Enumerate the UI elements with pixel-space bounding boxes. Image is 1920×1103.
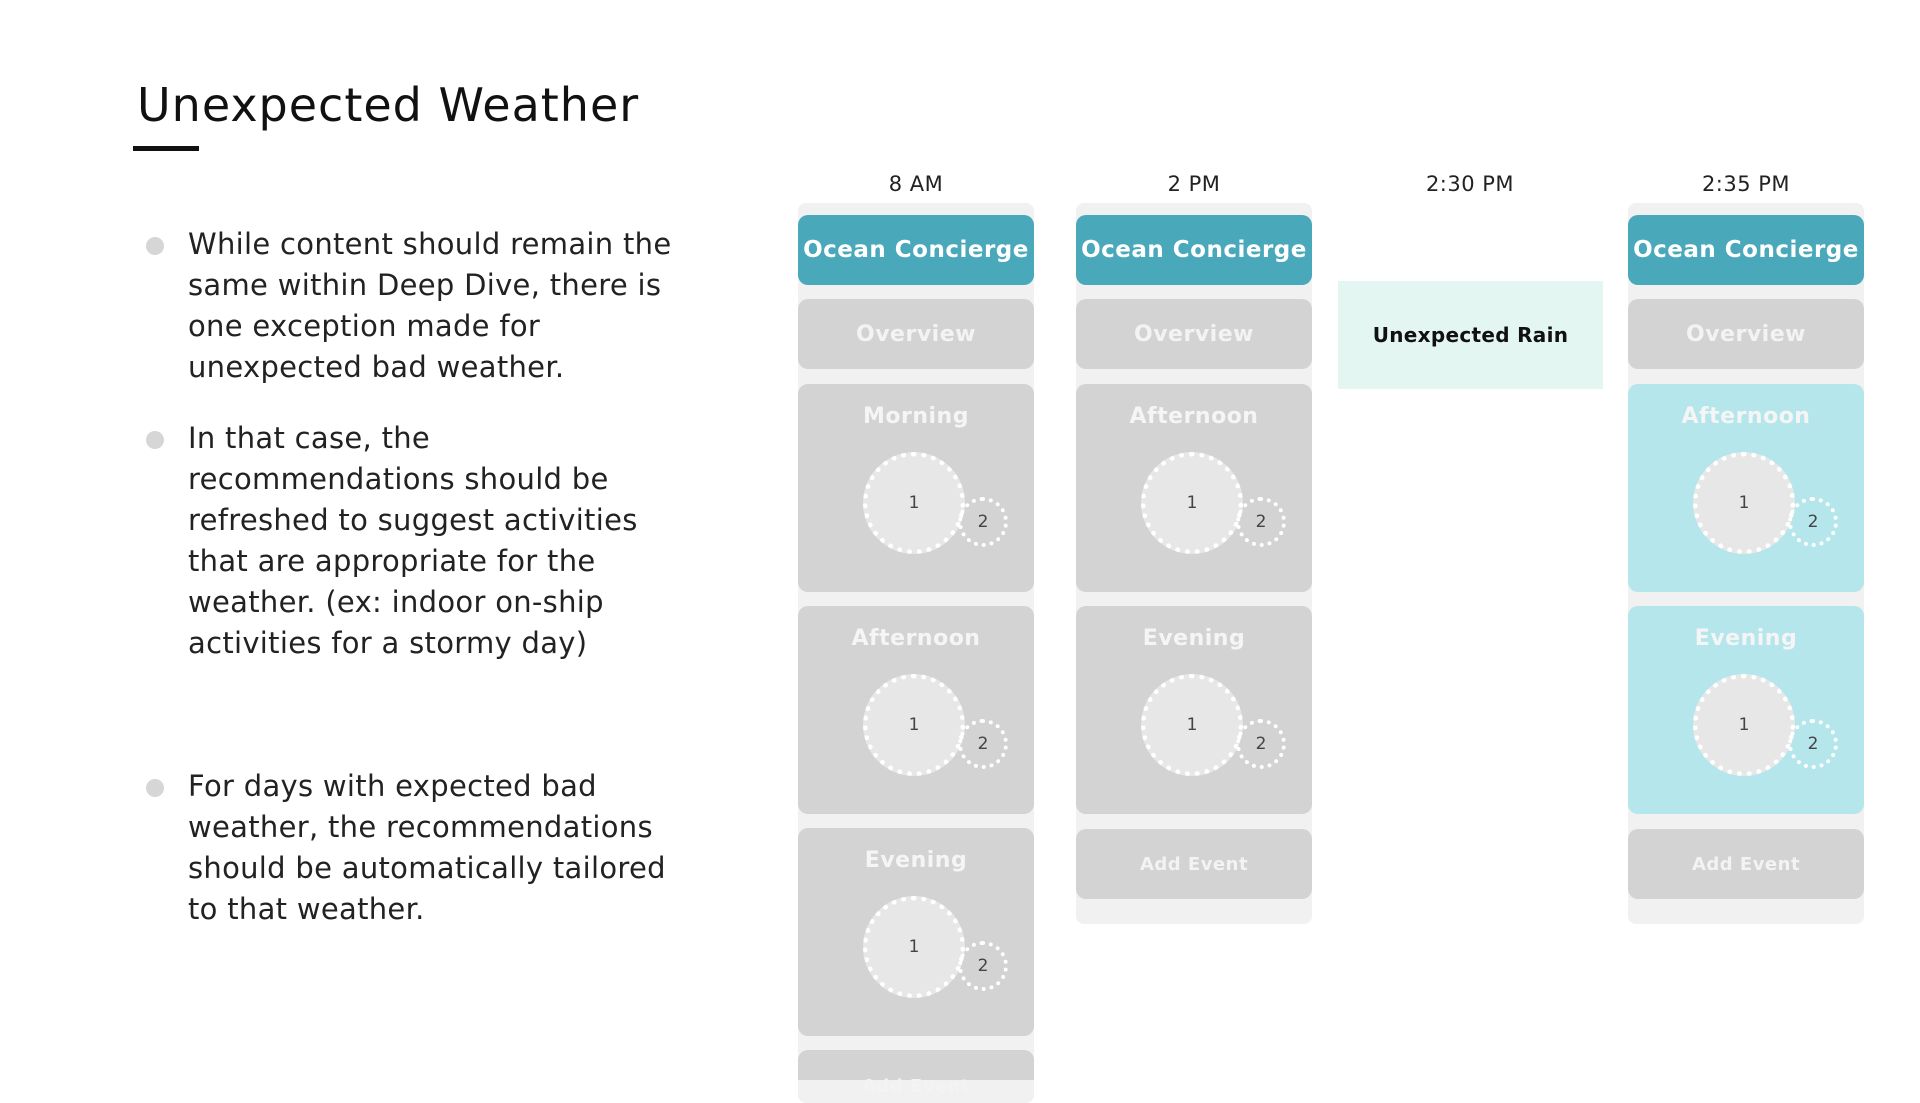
recommendation-circle-1[interactable]: 1 (1141, 674, 1243, 776)
column-time-label: 2:30 PM (1425, 172, 1515, 196)
recommendation-circle-1[interactable]: 1 (863, 896, 965, 998)
recommendation-circle-2[interactable]: 2 (1236, 719, 1286, 769)
overview-button[interactable]: Overview (1076, 299, 1312, 369)
recommendation-circle-2[interactable]: 2 (1236, 497, 1286, 547)
bullet-text: In that case, the recommendations should be refreshed to suggest activities that are appropriate for the weather. (ex: indoor on-ship activities for a stormy day) (188, 421, 638, 660)
recommendation-circle-2[interactable]: 2 (1788, 497, 1838, 547)
column-time-label: 2 PM (1167, 172, 1221, 196)
add-event-button[interactable]: Add Event (1076, 829, 1312, 899)
time-slot-card[interactable] (798, 606, 1034, 814)
time-slot-card[interactable] (1076, 384, 1312, 592)
ocean-concierge-header[interactable]: Ocean Concierge (1628, 215, 1864, 285)
recommendation-circle-2[interactable]: 2 (958, 497, 1008, 547)
bullet-text: For days with expected bad weather, the recommendations should be automatically tailored to that weather. (188, 769, 666, 926)
slot-label: Evening (1142, 626, 1246, 651)
title-underline (133, 146, 199, 151)
slot-label: Morning (863, 404, 969, 429)
recommendation-circle-2[interactable]: 2 (1788, 719, 1838, 769)
bullet-dot-icon (146, 431, 164, 449)
time-slot-card[interactable] (1076, 606, 1312, 814)
slot-label: Evening (1694, 626, 1798, 651)
recommendation-circle-1[interactable]: 1 (863, 674, 965, 776)
column-time-label: 2:35 PM (1701, 172, 1791, 196)
time-slot-card-highlighted[interactable] (1628, 606, 1864, 814)
time-slot-card[interactable] (798, 828, 1034, 1036)
recommendation-circle-1[interactable]: 1 (1693, 674, 1795, 776)
column-time-label: 8 AM (888, 172, 944, 196)
recommendation-circle-2[interactable]: 2 (958, 941, 1008, 991)
slot-label: Afternoon (851, 626, 981, 651)
add-event-button[interactable]: Add Event (1628, 829, 1864, 899)
ocean-concierge-header[interactable]: Ocean Concierge (798, 215, 1034, 285)
bullet-text: While content should remain the same within Deep Dive, there is one exception made for unexpected bad weather. (188, 227, 672, 384)
recommendation-circle-1[interactable]: 1 (863, 452, 965, 554)
ocean-concierge-header[interactable]: Ocean Concierge (1076, 215, 1312, 285)
slot-label: Afternoon (1681, 404, 1811, 429)
slide-title: Unexpected Weather (137, 78, 640, 132)
bullet-dot-icon (146, 237, 164, 255)
recommendation-circle-2[interactable]: 2 (958, 719, 1008, 769)
time-slot-card[interactable] (798, 384, 1034, 592)
time-slot-card-highlighted[interactable] (1628, 384, 1864, 592)
overview-button[interactable]: Overview (798, 299, 1034, 369)
add-event-button[interactable] (798, 1050, 1034, 1080)
bullet-dot-icon (146, 779, 164, 797)
recommendation-circle-1[interactable]: 1 (1141, 452, 1243, 554)
slot-label: Afternoon (1129, 404, 1259, 429)
recommendation-circle-1[interactable]: 1 (1693, 452, 1795, 554)
overview-button[interactable]: Overview (1628, 299, 1864, 369)
unexpected-rain-notice: Unexpected Rain (1338, 281, 1603, 389)
slot-label: Evening (864, 848, 968, 873)
